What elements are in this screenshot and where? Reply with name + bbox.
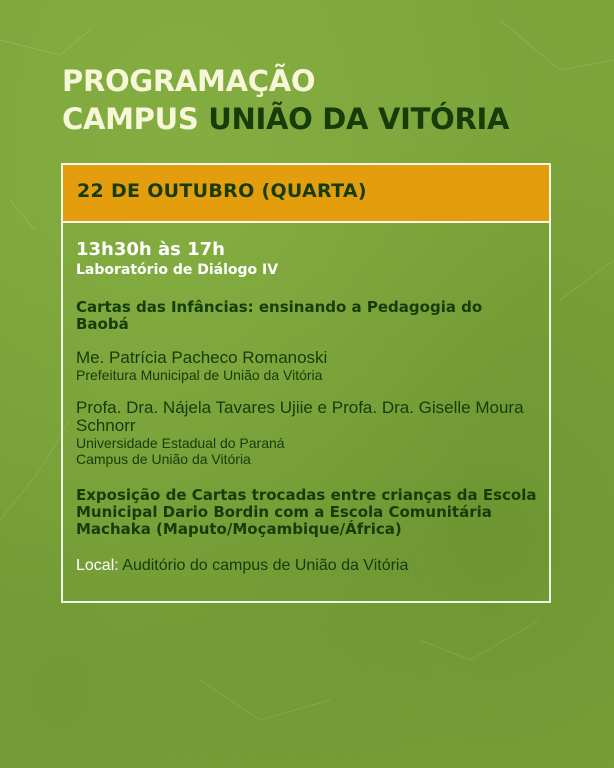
- title-campus: CAMPUS: [62, 102, 199, 136]
- speaker-2-name: Profa. Dra. Nájela Tavares Ujiie e Profa. Dra. Giselle Moura Schnorr: [76, 398, 524, 435]
- page-title: [62, 62, 509, 138]
- location-value: Auditório do campus de União da Vitória: [122, 557, 409, 574]
- speaker-1-org: Prefeitura Municipal de União da Vitória: [76, 367, 323, 383]
- location-label: Local:: [76, 557, 119, 574]
- card-body: [76, 239, 538, 576]
- speaker-2-org: Universidade Estadual do Paraná: [76, 435, 285, 451]
- event-date: 22 DE OUTUBRO (QUARTA): [77, 180, 367, 202]
- activity-title: Cartas das Infâncias: ensinando a Pedagogia do Baobá: [76, 298, 483, 333]
- schedule-card: [61, 163, 551, 603]
- date-band: [63, 165, 549, 223]
- speaker-2-org-campus: Campus de União da Vitória: [76, 451, 251, 467]
- event-room: Laboratório de Diálogo IV: [76, 262, 279, 278]
- event-location: [76, 556, 538, 576]
- event-time: 13h30h às 17h: [76, 239, 225, 260]
- title-line-1: PROGRAMAÇÃO: [62, 64, 316, 98]
- exhibition-description: Exposição de Cartas trocadas entre crianças da Escola Municipal Dario Bordin com a Escola Comunitária Machaka (Maputo/Moçambique/África): [76, 486, 537, 538]
- title-campus-name: UNIÃO DA VITÓRIA: [208, 102, 510, 136]
- speaker-1-name: Me. Patrícia Pacheco Romanoski: [76, 348, 328, 367]
